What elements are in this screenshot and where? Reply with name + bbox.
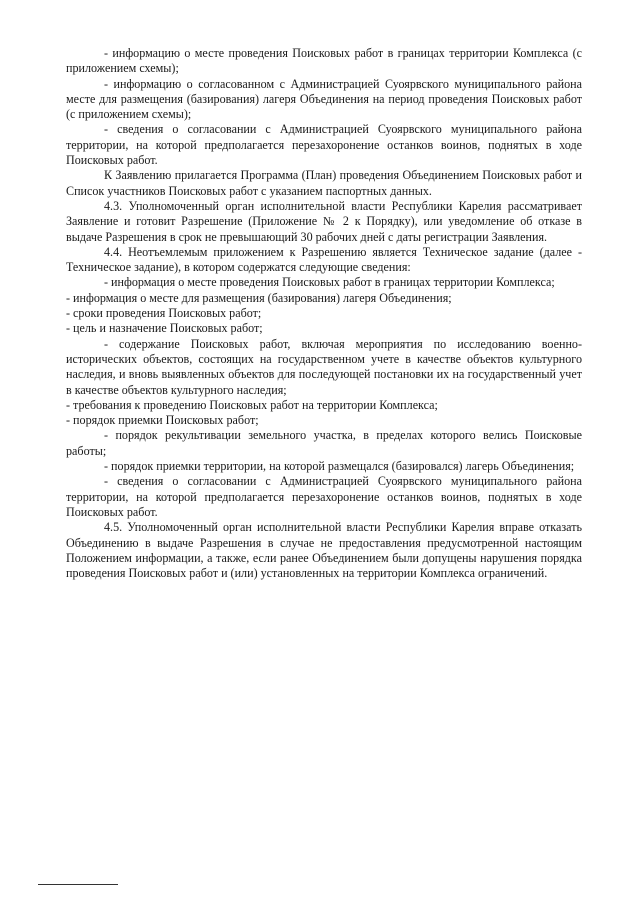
paragraph-attachments: К Заявлению прилагается Программа (План) проведения Объединением Поисковых работ и Список участников Поисковых работ с указанием паспортных данных. <box>66 168 582 198</box>
paragraph-4-3: 4.3. Уполномоченный орган исполнительной власти Республики Карелия рассматривает Заявление и готовит Разрешение (Приложение № 2 к Порядку), или уведомление об отказе в выдаче Разрешения в срок не превышающий 30 рабочих дней с даты регистрации Заявления. <box>66 198 582 244</box>
list-item-requirements: - требования к проведению Поисковых работ на территории Комплекса; <box>66 397 438 412</box>
paragraph-4-4: 4.4. Неотъемлемым приложением к Разрешению является Техническое задание (далее - Техническое задание), в котором содержатся следующие сведения: <box>66 244 582 275</box>
list-item-camp-location: - информация о месте для размещения (базирования) лагеря Объединения; <box>66 290 452 305</box>
list-item-acceptance: - порядок приемки Поисковых работ; <box>66 413 259 428</box>
list-item-recultivation: - порядок рекультивации земельного участка, в пределах которого велись Поисковые работы; <box>66 428 582 458</box>
list-item-dates: - сроки проведения Поисковых работ; <box>66 306 262 321</box>
document-page <box>66 46 582 581</box>
list-item-territory-acceptance: - порядок приемки территории, на которой размещался (базировался) лагерь Объединения; <box>104 459 575 474</box>
list-item-purpose: - цель и назначение Поисковых работ; <box>66 321 263 336</box>
footnote-rule <box>38 884 118 885</box>
list-item-reburial-agreement: - сведения о согласовании с Администрацией Суоярвского муниципального района территории, на которой предполагается перезахоронение останков воинов, поднятых в ходе Поисковых работ. <box>66 474 582 519</box>
paragraph-camp-location: - информацию о согласованном с Администрацией Суоярвского муниципального района месте для размещения (базирования) лагеря Объединения на период проведения Поисковых работ (с приложением схемы); <box>66 76 582 122</box>
paragraph-search-location: - информацию о месте проведения Поисковых работ в границах территории Комплекса (с приложением схемы); <box>66 46 582 76</box>
list-item-search-location: - информация о месте проведения Поисковых работ в границах территории Комплекса; <box>104 275 555 290</box>
paragraph-reburial-agreement: - сведения о согласовании с Администрацией Суоярвского муниципального района территории, на которой предполагается перезахоронение останков воинов, поднятых в ходе Поисковых работ. <box>66 122 582 168</box>
paragraph-4-5: 4.5. Уполномоченный орган исполнительной власти Республики Карелия вправе отказать Объединению в выдаче Разрешения в случае не предоставления предусмотренной настоящим Положением информации, а также, если ранее Объединением были допущены нарушения порядка проведения Поисковых работ и (или) установленных на территории Комплекса ограничений. <box>66 520 582 581</box>
list-item-content: - содержание Поисковых работ, включая мероприятия по исследованию военно-исторических объектов, состоящих на государственном учете в качестве объектов культурного наследия, и вновь выявленных объектов для последующей постановки их на государственный учет в качестве объектов культурного наследия; <box>66 336 582 397</box>
